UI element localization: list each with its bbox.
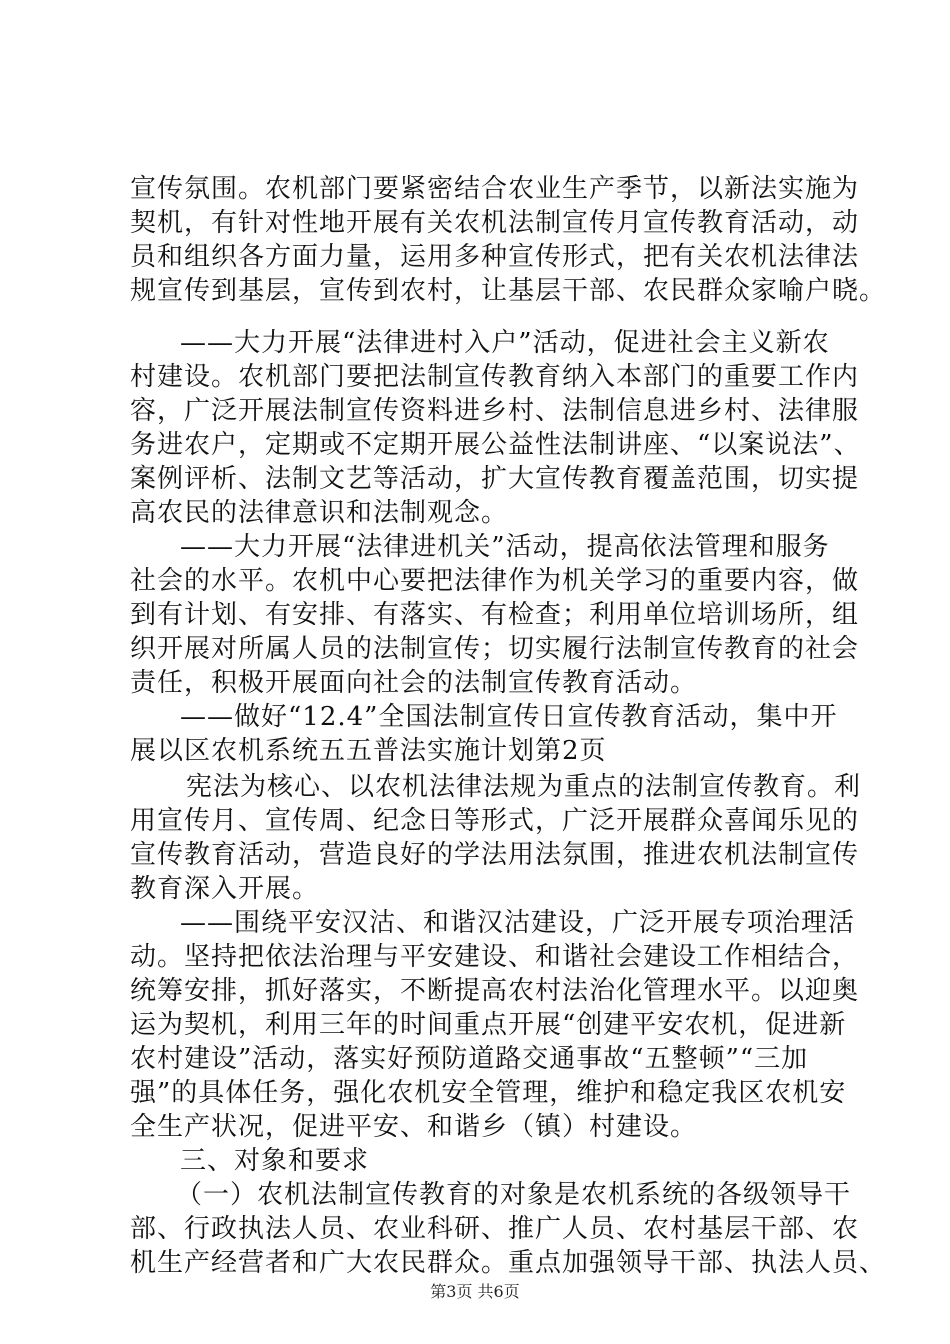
paragraph-line: 高农民的法律意识和法制观念。 [130,498,509,528]
paragraph-line: ——大力开展“法律进村入户”活动，促进社会主义新农 [180,328,830,358]
paragraph-line: 统筹安排，抓好落实，不断提高农村法治化管理水平。以迎奥 [130,976,860,1006]
paragraph-line: 动。坚持把依法治理与平安建设、和谐社会建设工作相结合， [130,942,860,972]
paragraph-line: 强”的具体任务，强化农机安全管理，维护和稳定我区农机安 [130,1078,847,1108]
paragraph-line: 全生产状况，促进平安、和谐乡（镇）村建设。 [130,1112,698,1142]
paragraph-line: 农村建设”活动，落实好预防道路交通事故“五整顿”“三加 [130,1044,809,1074]
paragraph-line: 宣传氛围。农机部门要紧密结合农业生产季节，以新法实施为 [130,174,860,204]
paragraph-line: 展以区农机系统五五普法实施计划第2页 [130,736,607,766]
paragraph-line: 村建设。农机部门要把法制宣传教育纳入本部门的重要工作内 [130,362,860,392]
paragraph-line: 到有计划、有安排、有落实、有检查；利用单位培训场所，组 [130,600,860,630]
paragraph-line: 宪法为核心、以农机法律法规为重点的法制宣传教育。利 [186,772,862,802]
paragraph-line: ——围绕平安汉沽、和谐汉沽建设，广泛开展专项治理活 [180,908,856,938]
paragraph-line: 规宣传到基层，宣传到农村，让基层干部、农民群众家喻户晓。 [130,276,887,306]
paragraph-line: 责任，积极开展面向社会的法制宣传教育活动。 [130,668,698,698]
paragraph-line: 运为契机，利用三年的时间重点开展“创建平安农机，促进新 [130,1010,847,1040]
section-heading: 三、对象和要求 [180,1146,370,1176]
paragraph-line: 容，广泛开展法制宣传资料进乡村、法制信息进乡村、法律服 [130,396,860,426]
paragraph-line: 宣传教育活动，营造良好的学法用法氛围，推进农机法制宣传 [130,840,860,870]
paragraph-line: 契机，有针对性地开展有关农机法制宣传月宣传教育活动，动 [130,208,860,238]
paragraph-line: ——做好“12.4”全国法制宣传日宣传教育活动，集中开 [180,702,838,732]
page-footer: 第3页 共6页 [430,1282,520,1301]
paragraph-line: （一）农机法制宣传教育的对象是农机系统的各级领导干 [176,1180,852,1210]
paragraph-line: 部、行政执法人员、农业科研、推广人员、农村基层干部、农 [130,1214,860,1244]
paragraph-line: 务进农户，定期或不定期开展公益性法制讲座、“以案说法”、 [130,430,861,460]
paragraph-line: 社会的水平。农机中心要把法律作为机关学习的重要内容，做 [130,566,860,596]
paragraph-line: 织开展对所属人员的法制宣传；切实履行法制宣传教育的社会 [130,634,860,664]
paragraph-line: 教育深入开展。 [130,874,320,904]
paragraph-line: 案例评析、法制文艺等活动，扩大宣传教育覆盖范围，切实提 [130,464,860,494]
paragraph-line: 用宣传月、宣传周、纪念日等形式，广泛开展群众喜闻乐见的 [130,806,860,836]
paragraph-line: 机生产经营者和广大农民群众。重点加强领导干部、执法人员、 [130,1248,887,1278]
paragraph-line: ——大力开展“法律进机关”活动，提高依法管理和服务 [180,532,830,562]
paragraph-line: 员和组织各方面力量，运用多种宣传形式，把有关农机法律法 [130,242,860,272]
